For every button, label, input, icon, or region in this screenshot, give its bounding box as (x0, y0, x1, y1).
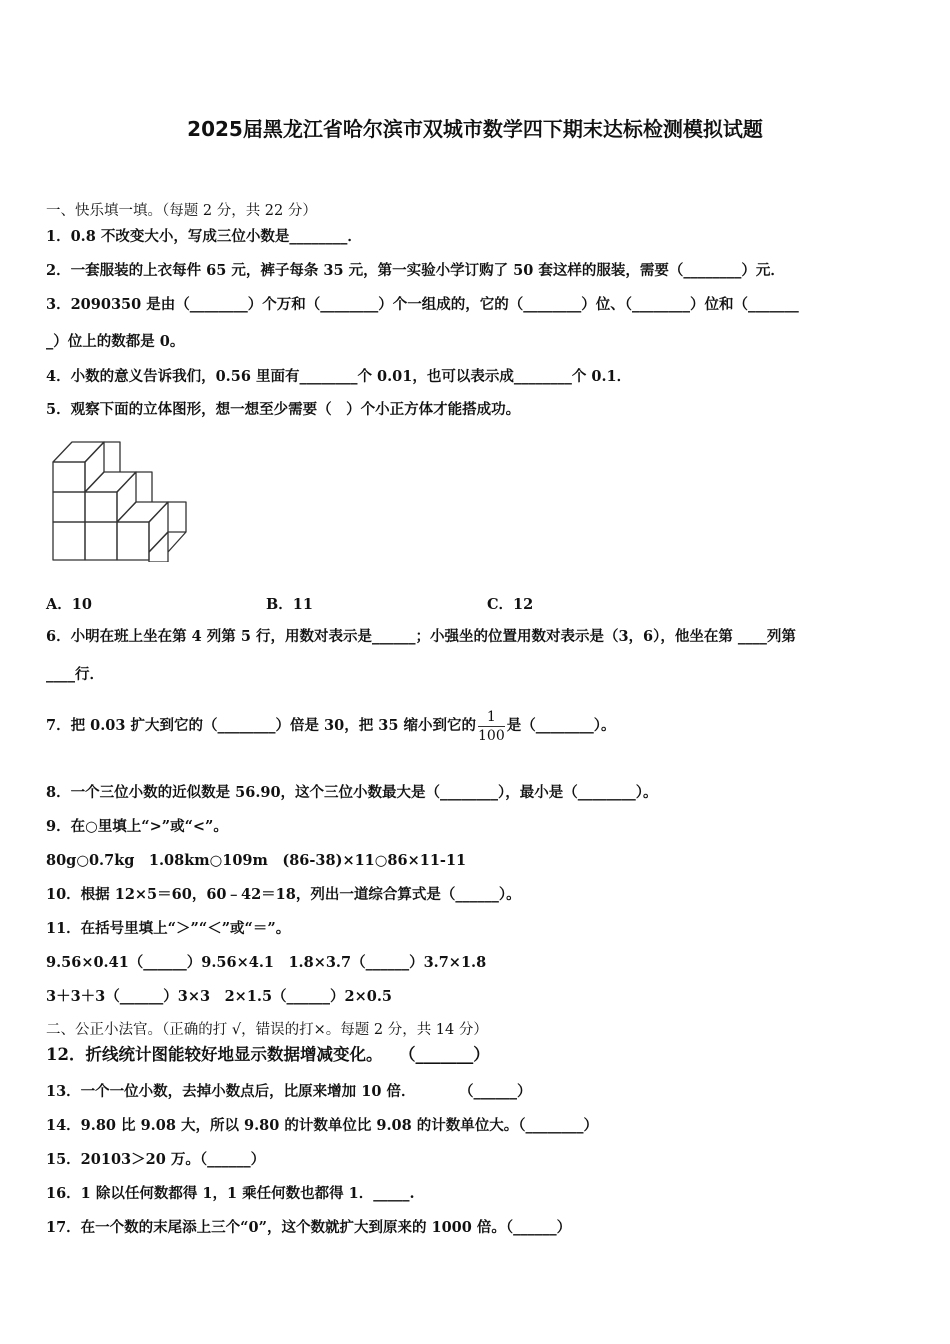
question-3-line-2: _）位上的数都是 0。 (46, 333, 185, 350)
question-3-line-1: 3．2090350 是由（________）个万和（________）个一组成的，它的（________）位、（________）位和（_______ (46, 296, 799, 313)
q5-option-b: B．11 (266, 596, 313, 613)
question-16: 16．1 除以任何数都得 1，1 乘任何数也都得 1．_____. (46, 1185, 415, 1202)
question-7-text-post: 是（________）。 (506, 717, 616, 734)
page-title: 2025届黑龙江省哈尔滨市双城市数学四下期末达标检测模拟试题 (187, 117, 763, 141)
question-10: 10．根据 12×5＝60，60﹣42＝18，列出一道综合算式是（______）。 (46, 886, 521, 903)
question-4: 4．小数的意义告诉我们，0.56 里面有________个 0.01，也可以表示成________个 0.1． (46, 368, 632, 385)
question-17: 17．在一个数的末尾添上三个“0”，这个数就扩大到原来的 1000 倍。（______） (46, 1219, 572, 1236)
section-2-heading: 二、公正小法官。（正确的打 √，错误的打×。每题 2 分，共 14 分） (46, 1022, 488, 1038)
fraction-one-hundredth (478, 708, 505, 745)
question-6-line-1: 6．小明在班上坐在第 4 列第 5 行，用数对表示是______；小强坐的位置用数对表示是（3，6），他坐在第 ____列第 (46, 628, 796, 645)
question-2: 2．一套服装的上衣每件 65 元，裤子每条 35 元，第一实验小学订购了 50 套这样的服装，需要（________）元． (46, 262, 785, 279)
question-15: 15．20103＞20 万。（______） (46, 1151, 266, 1168)
question-8: 8．一个三位小数的近似数是 56.90，这个三位小数最大是（________），最小是（________）。 (46, 784, 658, 801)
fraction-denominator: 100 (478, 727, 505, 744)
question-12: 12．折线统计图能较好地显示数据增减变化。 （_______） (46, 1045, 490, 1064)
question-5: 5．观察下面的立体图形，想一想至少需要（ ）个小正方体才能搭成功。 (46, 401, 521, 418)
question-11-row-1: 9.56×0.41（______）9.56×4.1 1.8×3.7（______）3.7×1.8 (46, 954, 487, 971)
cube-stack-figure (50, 436, 188, 562)
question-11-row-2: 3＋3＋3（______）3×3 2×1.5（______）2×0.5 (46, 988, 393, 1005)
fraction-numerator: 1 (478, 708, 505, 727)
section-1-heading: 一、快乐填一填。（每题 2 分，共 22 分） (46, 203, 317, 219)
q5-option-c: C．12 (487, 596, 534, 613)
q5-option-a: A．10 (46, 596, 92, 613)
question-1: 1．0.8 不改变大小，写成三位小数是________． (46, 228, 362, 245)
question-13: 13．一个一位小数，去掉小数点后，比原来增加 10 倍． （______） (46, 1083, 532, 1100)
question-7 (46, 703, 615, 749)
question-11: 11．在括号里填上“＞”“＜”或“＝”。 (46, 920, 291, 937)
question-9-items: 80g○0.7kg 1.08km○109m (86-38)×11○86×11-11 (46, 852, 467, 869)
question-7-text-pre: 7．把 0.03 扩大到它的（________）倍是 30，把 35 缩小到它的 (46, 717, 476, 734)
question-9: 9．在○里填上“>”或“<”。 (46, 818, 228, 835)
question-14: 14．9.80 比 9.08 大，所以 9.80 的计数单位比 9.08 的计数单位大。（________） (46, 1117, 599, 1134)
question-6-line-2: ____行． (46, 666, 104, 683)
